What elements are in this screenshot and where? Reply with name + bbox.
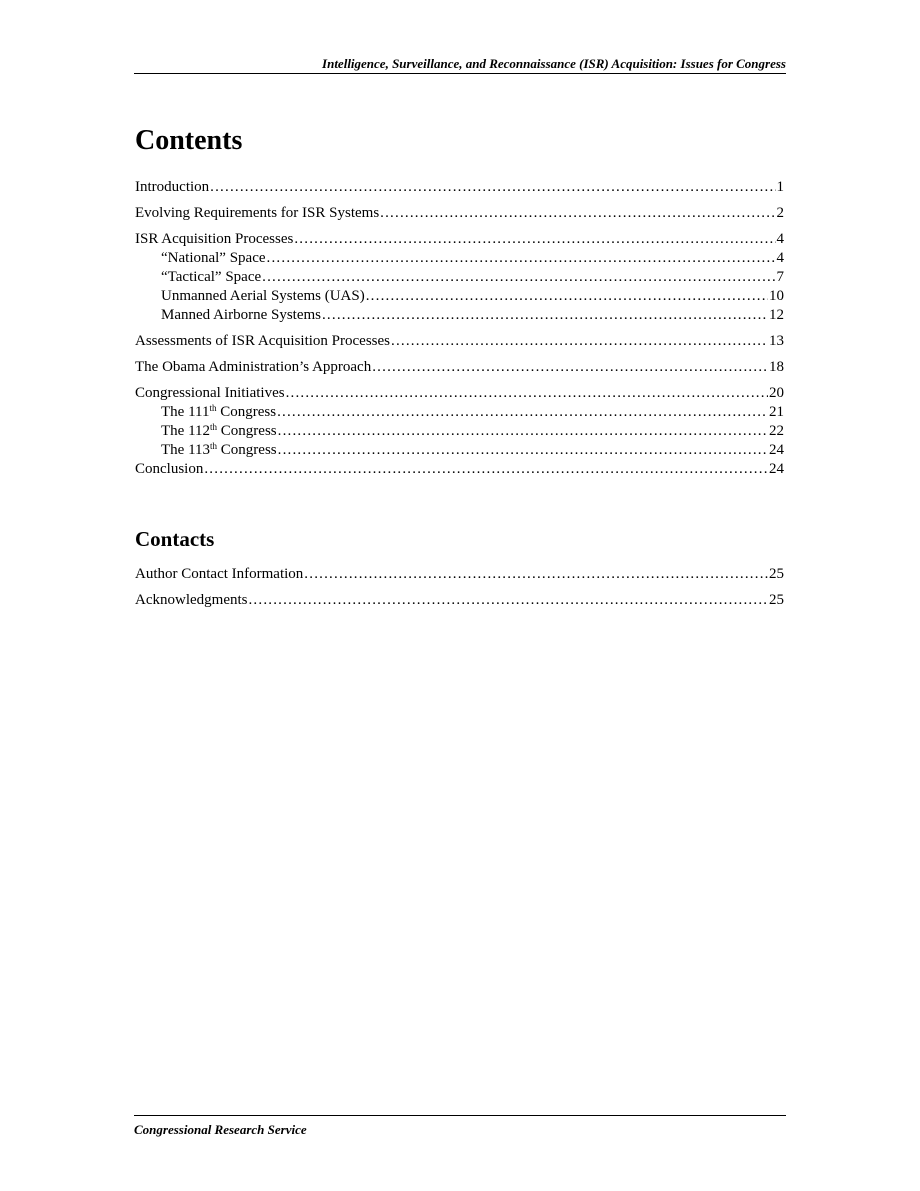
- toc-entry-author-contact-information[interactable]: [135, 565, 784, 583]
- title-prefix: The 112: [161, 423, 211, 439]
- toc-page-number: 24: [769, 461, 784, 477]
- toc-page-number: 13: [769, 333, 784, 349]
- toc-page-number: 25: [769, 592, 784, 608]
- toc-page-number: 4: [776, 250, 784, 266]
- running-header: Intelligence, Surveillance, and Reconnaissance (ISR) Acquisition: Issues for Congress: [134, 54, 786, 74]
- toc-entry-acknowledgments[interactable]: [135, 591, 784, 609]
- toc-entry-title: Congressional Initiatives: [135, 385, 285, 401]
- ordinal-suffix: th: [209, 403, 217, 413]
- toc-page-number: 2: [776, 205, 784, 221]
- toc-page-number: 18: [769, 359, 784, 375]
- toc-entry-113th-congress[interactable]: [135, 441, 784, 459]
- toc-entry-isr-acquisition-processes[interactable]: [135, 230, 784, 248]
- title-suffix: Congress: [216, 404, 277, 420]
- toc-entry-obama-administration[interactable]: [135, 358, 784, 376]
- toc-page-number: 20: [769, 385, 784, 401]
- toc-page-number: 12: [769, 307, 784, 323]
- toc-entry-title: Introduction: [135, 179, 210, 195]
- toc-entry-title: Unmanned Aerial Systems (UAS): [161, 288, 365, 304]
- ordinal-suffix: th: [210, 422, 218, 432]
- table-of-contents: [135, 178, 784, 478]
- toc-entry-manned-airborne-systems[interactable]: [135, 306, 784, 324]
- dot-leader: [366, 287, 768, 305]
- contents-heading: Contents: [135, 125, 243, 156]
- toc-page-number: 10: [769, 288, 784, 304]
- toc-entry-congressional-initiatives[interactable]: [135, 384, 784, 402]
- toc-entry-title: “National” Space: [161, 250, 266, 266]
- toc-entry-title: Conclusion: [135, 461, 204, 477]
- dot-leader: [322, 306, 768, 324]
- dot-leader: [267, 249, 776, 267]
- toc-entry-conclusion[interactable]: [135, 460, 784, 478]
- toc-entry-111th-congress[interactable]: [135, 403, 784, 421]
- toc-entry-tactical-space[interactable]: [135, 268, 784, 286]
- dot-leader: [278, 422, 768, 440]
- dot-leader: [380, 204, 775, 222]
- dot-leader: [304, 565, 768, 583]
- toc-entry-title: [161, 422, 277, 440]
- toc-entry-assessments[interactable]: [135, 332, 784, 350]
- toc-entry-title: “Tactical” Space: [161, 269, 262, 285]
- toc-entry-title: [161, 441, 277, 459]
- toc-entry-title: The Obama Administration’s Approach: [135, 359, 372, 375]
- ordinal-suffix: th: [210, 441, 218, 451]
- contacts-heading: Contacts: [135, 527, 215, 551]
- toc-entry-title: Assessments of ISR Acquisition Processes: [135, 333, 390, 349]
- toc-entry-national-space[interactable]: [135, 249, 784, 267]
- dot-leader: [204, 460, 768, 478]
- toc-entry-title: Manned Airborne Systems: [161, 307, 321, 323]
- running-footer: Congressional Research Service: [134, 1115, 786, 1139]
- toc-page-number: 21: [769, 404, 784, 420]
- dot-leader: [210, 178, 775, 196]
- toc-entry-title: ISR Acquisition Processes: [135, 231, 294, 247]
- toc-entry-112th-congress[interactable]: [135, 422, 784, 440]
- dot-leader: [278, 441, 768, 459]
- toc-page-number: 24: [769, 442, 784, 458]
- toc-page-number: 4: [776, 231, 784, 247]
- toc-entry-evolving-requirements[interactable]: [135, 204, 784, 222]
- toc-page-number: 1: [776, 179, 784, 195]
- title-suffix: Congress: [217, 423, 277, 439]
- dot-leader: [391, 332, 768, 350]
- dot-leader: [277, 403, 768, 421]
- dot-leader: [248, 591, 768, 609]
- toc-page-number: 7: [776, 269, 784, 285]
- dot-leader: [262, 268, 775, 286]
- toc-page-number: 22: [769, 423, 784, 439]
- toc-entry-title: [161, 403, 276, 421]
- toc-page-number: 25: [769, 566, 784, 582]
- title-prefix: The 111: [161, 404, 210, 420]
- toc-entry-introduction[interactable]: [135, 178, 784, 196]
- toc-entry-title: Evolving Requirements for ISR Systems: [135, 205, 380, 221]
- dot-leader: [294, 230, 775, 248]
- title-suffix: Congress: [217, 442, 277, 458]
- dot-leader: [286, 384, 768, 402]
- contacts-list: [135, 565, 784, 609]
- toc-entry-title: Author Contact Information: [135, 566, 304, 582]
- title-prefix: The 113: [161, 442, 211, 458]
- toc-entry-title: Acknowledgments: [135, 592, 248, 608]
- dot-leader: [372, 358, 768, 376]
- toc-entry-unmanned-aerial-systems[interactable]: [135, 287, 784, 305]
